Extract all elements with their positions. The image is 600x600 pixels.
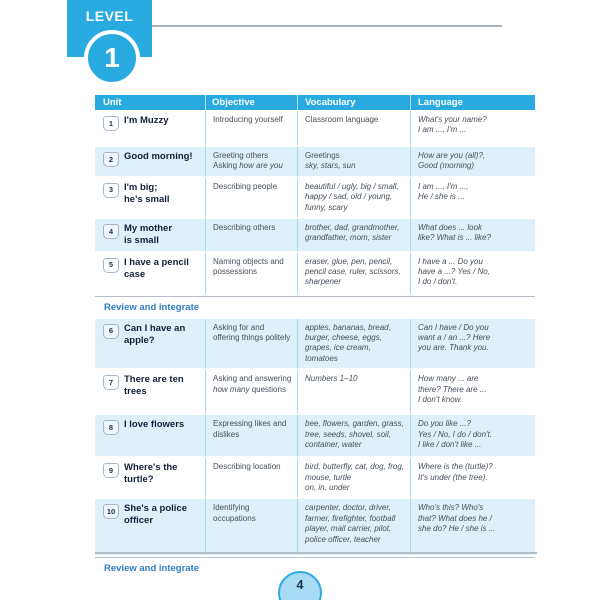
level-label: LEVEL: [85, 8, 134, 24]
vocabulary-cell: beautiful / ugly, big / small, happy / sad, old / young, funny, scary: [297, 178, 410, 217]
unit-title: She's a police officer: [124, 503, 187, 527]
unit-cell: [95, 147, 205, 176]
language-cell: Where is the (turtle)? It's under (the tree).: [410, 458, 535, 497]
objective-cell: Describing location: [205, 458, 297, 497]
language-cell: Do you like ...? Yes / No, I do / don't. I like / don't like ...: [410, 415, 535, 456]
unit-cell: [95, 319, 205, 369]
language-cell: I have a ... Do you have a ...? Yes / No, I do / don't.: [410, 253, 535, 294]
table-row-unit-8: [95, 415, 535, 456]
objective-cell: Asking and answering how many questions: [205, 370, 297, 413]
unit-title: I have a pencil case: [124, 256, 189, 280]
syllabus-table: [95, 95, 535, 580]
unit-number-badge: 8: [103, 420, 119, 435]
table-row-unit-2: [95, 147, 535, 176]
unit-number-badge: 6: [103, 324, 119, 339]
unit-number-badge: 2: [103, 152, 119, 167]
unit-cell: [95, 111, 205, 145]
language-cell: Can I have / Do you want a / an ...? Here you are. Thank you.: [410, 319, 535, 369]
unit-number-badge: 7: [103, 375, 119, 390]
table-row-unit-3: [95, 178, 535, 217]
language-cell: How are you (all)?, Good (morning): [410, 147, 535, 176]
objective-cell: Introducing yourself: [205, 111, 297, 145]
table-header-row: [95, 95, 535, 110]
vocabulary-cell: Greetings sky, stars, sun: [297, 147, 410, 176]
header-rule: [152, 25, 502, 27]
table-row-unit-7: [95, 370, 535, 413]
vocabulary-cell: bee, flowers, garden, grass, tree, seeds, shovel, soil, container, water: [297, 415, 410, 456]
objective-cell: Expressing likes and dislikes: [205, 415, 297, 456]
objective-cell: Describing people: [205, 178, 297, 217]
objective-cell: Asking for and offering things politely: [205, 319, 297, 369]
objective-cell: Describing others: [205, 219, 297, 251]
unit-title: Good morning!: [124, 151, 193, 162]
unit-title: Where's the turtle?: [124, 462, 178, 486]
unit-cell: [95, 219, 205, 251]
unit-title: My mother is small: [124, 222, 173, 246]
unit-number-badge: 3: [103, 183, 119, 198]
level-number: 1: [104, 42, 120, 73]
table-row-unit-9: [95, 458, 535, 497]
review-band: [95, 296, 535, 319]
column-header-objective: Objective: [205, 95, 297, 110]
page-number: 4: [296, 578, 304, 592]
unit-cell: [95, 499, 205, 555]
table-row-unit-10: [95, 499, 535, 555]
unit-cell: [95, 415, 205, 456]
column-header-unit: Unit: [103, 97, 122, 108]
unit-number-badge: 9: [103, 463, 119, 478]
vocabulary-cell: eraser, glue, pen, pencil, pencil case, ruler, scissors, sharpener: [297, 253, 410, 294]
unit-title: I love flowers: [124, 419, 185, 431]
vocabulary-cell: brother, dad, grandmother, grandfather, mom, sister: [297, 219, 410, 251]
table-row-unit-1: [95, 111, 535, 145]
vocabulary-cell: carpenter, doctor, driver, farmer, firefighter, football player, mail carrier, pilot, police officer, teacher: [297, 499, 410, 555]
unit-title: Can I have an apple?: [124, 322, 186, 346]
table-row-unit-6: [95, 319, 535, 369]
unit-title: I'm Muzzy: [124, 115, 169, 126]
objective-cell: Identifying occupations: [205, 499, 297, 555]
unit-cell: [95, 253, 205, 294]
unit-cell: [95, 178, 205, 217]
table-row-unit-5: [95, 253, 535, 294]
language-cell: What's your name? I am ..., I'm ...: [410, 111, 535, 145]
column-header-language: Language: [410, 95, 535, 110]
unit-number-badge: 1: [103, 116, 119, 131]
language-cell: I am ..., I'm ..., He / she is ...: [410, 178, 535, 217]
language-cell: Who's this? Who's that? What does he / she do? He / she is ...: [410, 499, 535, 555]
objective-cell: Greeting others Asking how are you: [205, 147, 297, 176]
unit-title: There are ten trees: [124, 374, 184, 398]
vocabulary-cell: bird, butterfly, cat, dog, frog, mouse, turtle on, in, under: [297, 458, 410, 497]
vocabulary-cell: Numbers 1–10: [297, 370, 410, 413]
table-row-unit-4: [95, 219, 535, 251]
vocabulary-cell: apples, bananas, bread, burger, cheese, eggs, grapes, ice cream, tomatoes: [297, 319, 410, 369]
language-cell: How many ... are there? There are ... I don't know.: [410, 370, 535, 413]
unit-number-badge: 5: [103, 258, 119, 273]
review-label: Review and integrate: [104, 563, 200, 575]
unit-title: I'm big; he's small: [124, 181, 170, 205]
objective-cell: Naming objects and possessions: [205, 253, 297, 294]
review-label: Review and integrate: [104, 301, 200, 313]
unit-cell: [95, 370, 205, 413]
unit-number-badge: 10: [103, 504, 119, 519]
unit-cell: [95, 458, 205, 497]
vocabulary-cell: Classroom language: [297, 111, 410, 145]
unit-number-badge: 4: [103, 224, 119, 239]
footer-rule: [95, 552, 537, 554]
level-number-circle: [84, 30, 140, 86]
column-header-vocabulary: Vocabulary: [297, 95, 410, 110]
language-cell: What does ... look like? What is ... like?: [410, 219, 535, 251]
